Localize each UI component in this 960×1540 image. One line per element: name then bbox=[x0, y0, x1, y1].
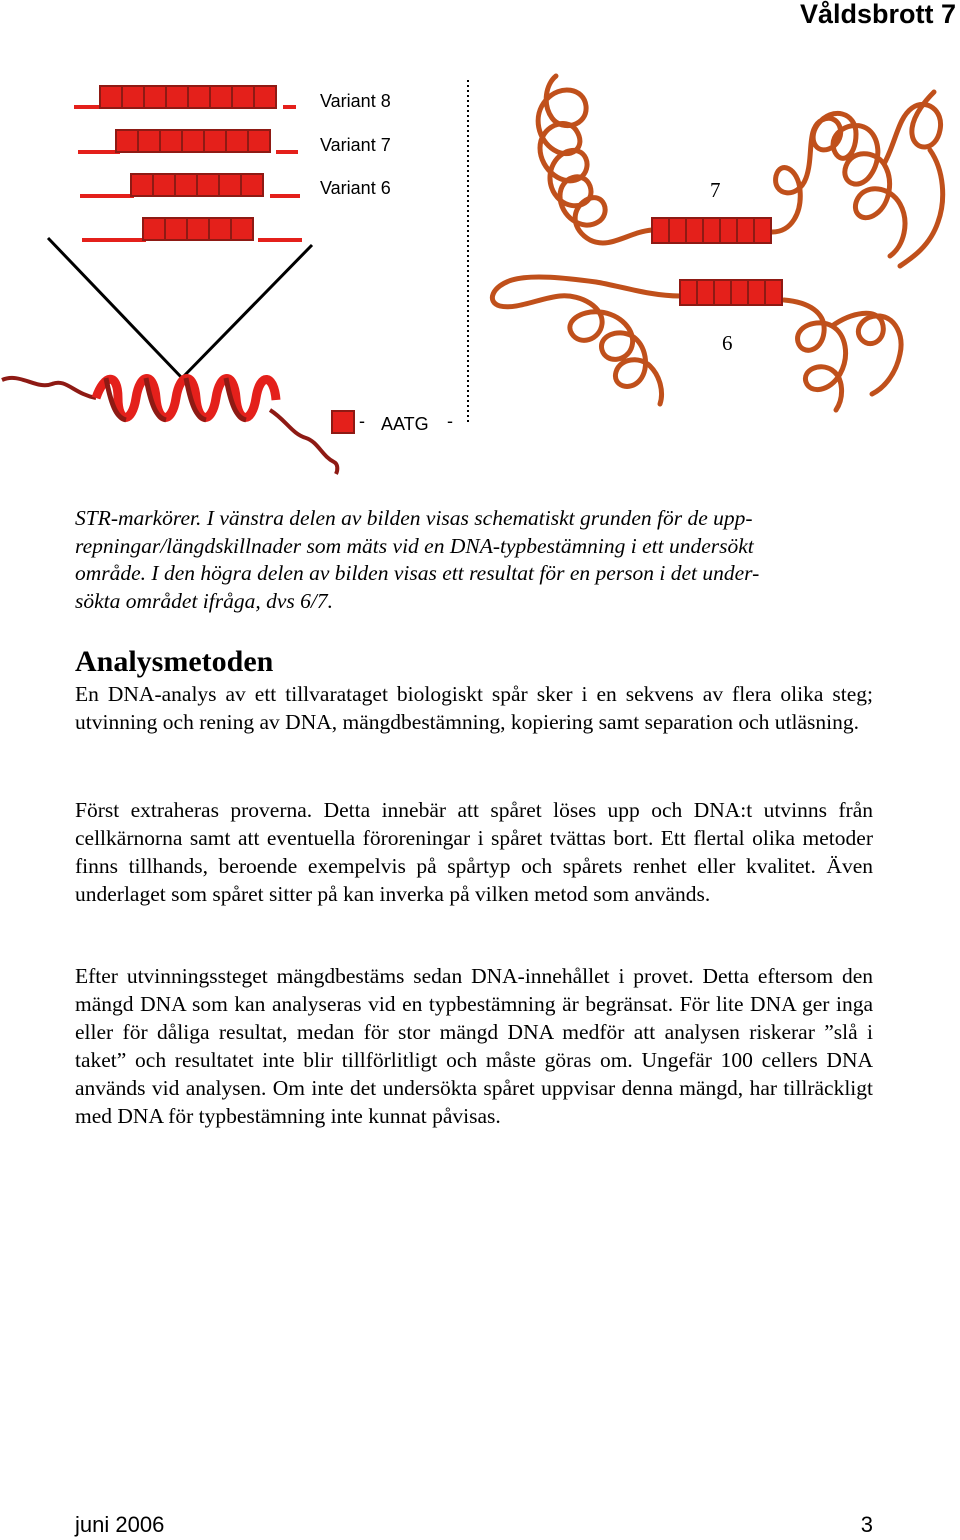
repeat-unit bbox=[720, 218, 737, 243]
result-allele-7-block bbox=[652, 218, 771, 243]
repeat-unit bbox=[226, 130, 248, 152]
repeat-unit bbox=[100, 86, 122, 108]
repeat-unit bbox=[175, 174, 197, 196]
variant-7-label: Variant 7 bbox=[320, 135, 391, 155]
caption-line: sökta området ifråga, dvs 6/7. bbox=[75, 588, 333, 613]
repeat-unit bbox=[669, 218, 686, 243]
repeat-unit bbox=[231, 218, 253, 240]
result-label-6: 6 bbox=[722, 331, 733, 355]
repeat-unit bbox=[153, 174, 175, 196]
repeat-unit bbox=[765, 280, 782, 305]
page-header-title: Våldsbrott 7 bbox=[799, 0, 956, 29]
repeat-unit bbox=[232, 86, 254, 108]
dna-coil-lower-right bbox=[784, 300, 901, 410]
repeat-unit bbox=[241, 174, 263, 196]
repeat-unit bbox=[187, 218, 209, 240]
body-paragraph: Först extraheras proverna. Detta innebär att spåret löses upp och DNA:t utvinns från cellkärnorna samt att eventuella föroreningar i spåret tvättas bort. Ett flertal olika metoder finns tillhands, beroende exempelvis på spårtyp och spårets renhet eller kvalitet. Även underlaget som spåret sitter på kan inverka på vilken metod som används. bbox=[75, 798, 873, 906]
caption-line: område. I den högra delen av bilden visas ett resultat för en person i det under- bbox=[75, 561, 760, 585]
funnel-line-left bbox=[48, 238, 182, 378]
repeat-unit bbox=[254, 86, 276, 108]
dna-strand-right bbox=[270, 410, 337, 474]
motif-dash-left: - bbox=[359, 411, 365, 431]
repeat-unit bbox=[122, 86, 144, 108]
repeat-unit bbox=[144, 86, 166, 108]
repeat-unit bbox=[686, 218, 703, 243]
body-paragraph: Efter utvinningssteget mängdbestäms sedan DNA-innehållet i provet. Detta eftersom den mängd DNA som kan analyseras vid en typbestämning är begränsat. För lite DNA ger inga eller för dåliga resultat, medan för stor mängd DNA medför att analysen riskerar ”slå i taket” och resultatet inte blir tillförlitligt och måste göras om. Ungefär 100 cellers DNA används vid analysen. Om inte det undersökta spåret uppvisar denna mängd, har tillräckligt med DNA för typbestämning inte kunnat påvisas. bbox=[75, 964, 873, 1128]
repeat-unit bbox=[219, 174, 241, 196]
variant-6-label: Variant 6 bbox=[320, 178, 391, 198]
page-number: 3 bbox=[860, 1512, 873, 1537]
dna-coil-lower bbox=[492, 277, 680, 404]
str-marker-figure bbox=[0, 60, 960, 480]
variant-7-row bbox=[78, 130, 298, 152]
repeat-unit bbox=[754, 218, 771, 243]
repeat-unit bbox=[188, 86, 210, 108]
body-paragraph: En DNA-analys av ett tillvarataget biologiskt spår sker i en sekvens av flera olika steg; utvinning och rening av DNA, mängdbestämning, kopiering samt separation och utläsning. bbox=[75, 682, 873, 734]
variant-8-row bbox=[74, 86, 296, 108]
repeat-unit bbox=[697, 280, 714, 305]
funnel-line-right bbox=[182, 245, 312, 378]
repeat-unit bbox=[737, 218, 754, 243]
section-heading: Analysmetoden bbox=[75, 645, 274, 678]
repeat-unit bbox=[131, 174, 153, 196]
repeat-unit bbox=[197, 174, 219, 196]
repeat-unit-swatch bbox=[332, 411, 354, 433]
variant-6-row bbox=[80, 174, 300, 196]
repeat-unit bbox=[116, 130, 138, 152]
motif-label: AATG bbox=[381, 414, 429, 434]
figure-caption bbox=[75, 505, 873, 615]
variant-5-row bbox=[82, 218, 302, 240]
dna-helix bbox=[96, 378, 276, 420]
dna-coil-upper-right bbox=[772, 92, 943, 266]
repeat-unit bbox=[209, 218, 231, 240]
repeat-unit bbox=[652, 218, 669, 243]
variant-8-label: Variant 8 bbox=[320, 91, 391, 111]
repeat-unit bbox=[182, 130, 204, 152]
repeat-unit bbox=[714, 280, 731, 305]
repeat-unit bbox=[248, 130, 270, 152]
repeat-unit bbox=[204, 130, 226, 152]
motif-dash-right: - bbox=[447, 411, 453, 431]
result-allele-6-block bbox=[680, 280, 782, 305]
caption-line: STR-markörer. I vänstra delen av bilden visas schematiskt grunden för de upp- bbox=[75, 506, 753, 530]
repeat-unit bbox=[138, 130, 160, 152]
dna-strand-left bbox=[2, 378, 96, 398]
footer-date: juni 2006 bbox=[75, 1512, 165, 1537]
repeat-unit bbox=[143, 218, 165, 240]
dna-coil-upper bbox=[538, 76, 652, 243]
repeat-unit bbox=[210, 86, 232, 108]
repeat-unit bbox=[680, 280, 697, 305]
repeat-unit bbox=[748, 280, 765, 305]
repeat-unit bbox=[703, 218, 720, 243]
repeat-unit bbox=[165, 218, 187, 240]
repeat-unit bbox=[731, 280, 748, 305]
repeat-unit bbox=[166, 86, 188, 108]
result-label-7: 7 bbox=[710, 178, 721, 202]
caption-line: repningar/längdskillnader som mäts vid en DNA-typbestämning i ett undersökt bbox=[75, 533, 754, 558]
repeat-unit bbox=[160, 130, 182, 152]
